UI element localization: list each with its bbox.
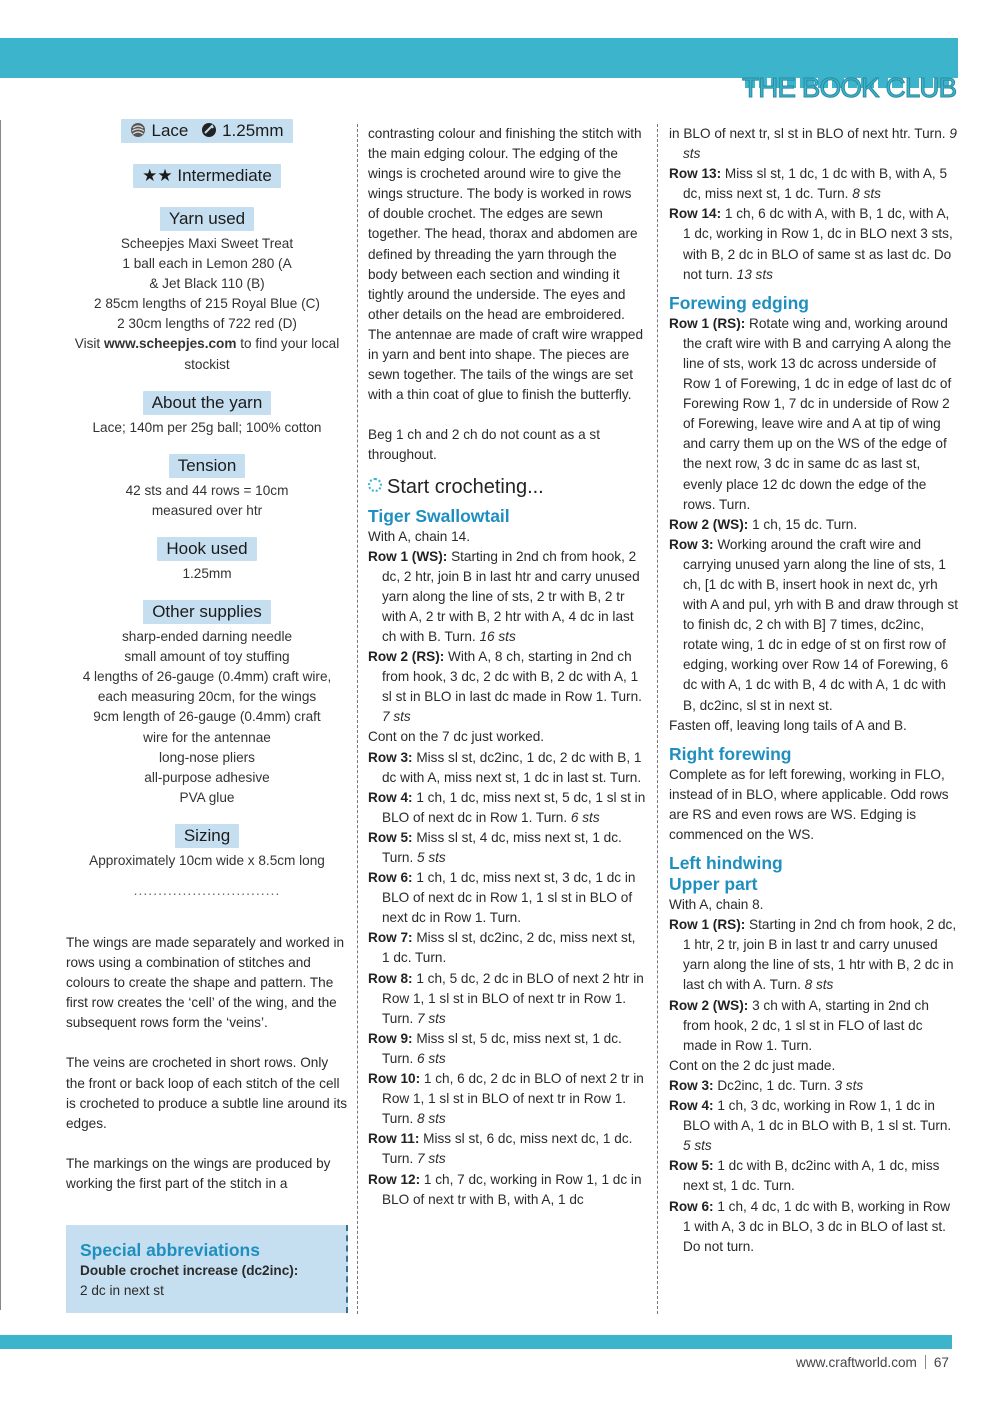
yarn-line: Scheepjes Maxi Sweet Treat xyxy=(120,236,294,251)
stitch-count: 7 sts xyxy=(382,709,411,725)
supply-item: PVA glue xyxy=(179,789,235,805)
rows-list xyxy=(669,314,959,736)
stitch-count: 8 sts xyxy=(804,977,834,993)
row-label: Row 14: xyxy=(669,206,722,222)
about-text: Lace; 140m per 25g ball; 100% cotton xyxy=(92,419,322,435)
instruction-row: Row 2 (RS): With A, 8 ch, starting in 2nd ch from hook, 3 dc, 2 dc with B, 2 dc with A, 1 sl st in BLO in last dc made in Row 1. Turn. 7 sts xyxy=(368,649,642,725)
stitch-count: 3 sts xyxy=(834,1077,864,1093)
stitch-count: 7 sts xyxy=(417,1010,446,1026)
level-pill: ★★ Intermediate xyxy=(133,164,281,188)
instruction-row: Row 2 (WS): 1 ch, 15 dc. Turn. xyxy=(669,516,858,532)
stitch-count: 8 sts xyxy=(417,1111,446,1127)
row-label: Row 1 (RS): xyxy=(669,315,746,331)
instruction-row: Row 5: Miss sl st, 4 dc, miss next st, 1 dc. Turn. 5 sts xyxy=(368,829,622,865)
section-heading: Yarn used xyxy=(160,207,254,231)
row-label: Row 7: xyxy=(368,930,413,946)
chain-instruction: With A, chain 14. xyxy=(368,528,471,544)
instruction-row: Row 13: Miss sl st, 1 dc, 1 dc with B, with A, 5 dc, miss next st, 1 dc. Turn. 8 sts xyxy=(669,166,948,202)
tension-section xyxy=(66,454,348,521)
row-label: Row 2 (WS): xyxy=(669,997,749,1013)
row-label: Row 5: xyxy=(669,1158,714,1174)
instruction-row: in BLO of next tr, sl st in BLO of next htr. Turn. 9 sts xyxy=(669,126,957,162)
hook-text: 1.25mm xyxy=(182,565,232,581)
hindwing-heading: Left hindwing xyxy=(669,853,783,874)
instruction-row: Row 3: Dc2inc, 1 dc. Turn. 3 sts xyxy=(669,1077,864,1093)
instruction-row: Row 7: Miss sl st, dc2inc, 2 dc, miss next st, 1 dc. Turn. xyxy=(368,930,636,966)
chain-instruction: With A, chain 8. xyxy=(669,897,764,913)
row-label: Row 12: xyxy=(368,1171,421,1187)
stitch-count: 6 sts xyxy=(570,809,600,825)
row-label: Row 1 (WS): xyxy=(368,548,448,564)
stitch-count: 9 sts xyxy=(683,126,957,162)
instruction-row: Row 6: 1 ch, 4 dc, 1 dc with B, working in Row 1 with A, 3 dc in BLO, 3 dc in BLO of last st. Do not turn. xyxy=(669,1198,951,1254)
stitch-count: 5 sts xyxy=(683,1138,712,1154)
yarn-line: 1 ball each in Lemon 280 (A xyxy=(122,256,292,272)
pattern-column-right xyxy=(669,124,959,1257)
instruction-row: Row 3: Working around the craft wire and carrying unused yarn along the line of sts, 1 ch, [1 dc with B, insert hook in next dc, yrh with A and pul, yrh with B and draw through st to finish dc, 2 ch with B] 7 times, dc2inc, rotate wing, 1 dc in edge of st on first row of edging, working over Row 14 of Forewing, 6 dc with A, 1 dc with B, 4 dc with A, 1 dc with B, dc2inc, sl st in next st. xyxy=(669,536,959,713)
section-brand: THE BOOK CLUB xyxy=(742,72,957,103)
yarn-ball-icon xyxy=(130,122,146,138)
footer xyxy=(796,1355,949,1370)
supply-item: 4 lengths of 26-gauge (0.4mm) craft wire, each measuring 20cm, for the wings xyxy=(82,669,332,705)
instruction-row: Row 1 (WS): Starting in 2nd ch from hook, 2 dc, 2 htr, join B in last htr and carry unused yarn along the line of sts, 2 tr with B, 2 tr with A, 2 tr with B, 2 htr with A, 4 dc in last ch with B. Turn. 16 sts xyxy=(368,548,640,644)
intro-continued: contrasting colour and finishing the stitch with the main edging colour. The edging of the wings is crocheted around wire to give the wings structure. The body is worked in rows of double crochet. The edges are sewn together. The head, thorax and abdomen are defined by threading the yarn through the body between each section and winding it tightly around the underside. The eyes and other details on the head are embroidered. The antennae are made of craft wire wrapped in yarn and bent into shape. The pieces are sewn together. The tails of the wings are set with a thin coat of glue to finish the butterfly. xyxy=(368,126,644,403)
stitch-count: 5 sts xyxy=(417,850,446,865)
instruction-row: Row 4: 1 ch, 1 dc, miss next st, 5 dc, 1 sl st in BLO of next dc in Row 1. Turn. 6 sts xyxy=(368,789,646,825)
row-label: Row 3: xyxy=(368,749,413,765)
instruction-row: Row 2 (WS): 3 ch with A, starting in 2nd ch from hook, 2 dc, 1 sl st in FLO of last dc made in Row 1. Turn. xyxy=(669,997,929,1053)
row-label: Row 1 (RS): xyxy=(669,917,746,933)
dotted-circle-icon xyxy=(368,478,382,492)
row-label: Row 3: xyxy=(669,1077,714,1093)
stitch-note: Beg 1 ch and 2 ch do not count as a st throughout. xyxy=(368,427,601,463)
section-heading: Hook used xyxy=(157,537,256,561)
row-label: Row 8: xyxy=(368,970,413,986)
row-label: Row 3: xyxy=(669,536,714,552)
info-column xyxy=(66,119,348,1194)
hook-icon xyxy=(201,122,217,138)
row-label: Row 2 (WS): xyxy=(669,516,749,532)
instruction-row: Row 8: 1 ch, 5 dc, 2 dc in BLO of next 2 htr in Row 1, 1 sl st in BLO of next tr in Row 1. Turn. 7 sts xyxy=(368,970,644,1026)
stitch-count: 8 sts xyxy=(852,186,881,202)
dotted-divider: .............................. xyxy=(133,881,281,898)
instruction-row: Cont on the 2 dc just made. xyxy=(669,1057,836,1073)
rows-list xyxy=(669,124,959,285)
supply-item: all-purpose adhesive xyxy=(144,769,270,785)
sub-heading: Tiger Swallowtail xyxy=(368,505,510,526)
row-label: Row 13: xyxy=(669,166,722,182)
instruction-row: Fasten off, leaving long tails of A and B. xyxy=(669,717,907,733)
pattern-column xyxy=(368,124,646,1210)
instruction-row: Row 1 (RS): Starting in 2nd ch from hook, 2 dc, 1 htr, 2 tr, join B in last tr and carry unused yarn along the line of sts, 1 htr with B, 2 dc in last ch with A. Turn. 8 sts xyxy=(669,917,957,993)
instruction-row: Row 3: Miss sl st, dc2inc, 1 dc, 2 dc with B, 1 dc with A, miss next st, 1 dc in last st. Turn. xyxy=(368,749,642,785)
intro-paragraph: The wings are made separately and worked in rows using a combination of stitches and colours to create the shape and pattern. The first row creates the ‘cell’ of the wing, and the subsequent rows form the ‘veins’. xyxy=(66,934,345,1031)
sizing-section xyxy=(66,824,348,871)
row-label: Row 2 (RS): xyxy=(368,649,445,665)
level-block xyxy=(66,164,348,191)
row-label: Row 4: xyxy=(669,1098,714,1114)
tension-text: 42 sts and 44 rows = 10cm measured over htr xyxy=(125,482,289,518)
instruction-row: Row 4: 1 ch, 3 dc, working in Row 1, 1 dc in BLO with A, 1 dc in BLO with B, 1 sl st. Turn. 5 sts xyxy=(669,1098,952,1154)
level-stars: ★★ xyxy=(142,166,173,185)
yarn-line: & Jet Black 110 (B) xyxy=(149,276,265,292)
row-label: Row 10: xyxy=(368,1071,421,1087)
row-label: Row 11: xyxy=(368,1131,420,1147)
footer-bar xyxy=(0,1335,952,1349)
yarn-used-section xyxy=(66,207,348,375)
footer-url[interactable]: www.craftworld.com xyxy=(796,1355,917,1370)
instruction-row: Row 10: 1 ch, 6 dc, 2 dc in BLO of next 2 tr in Row 1, 1 sl st in BLO of next tr in Row 1. Turn. 8 sts xyxy=(368,1071,644,1127)
supply-item: 9cm length of 26-gauge (0.4mm) craft wire for the antennae xyxy=(93,709,321,745)
instruction-row: Row 11: Miss sl st, 6 dc, miss next dc, 1 dc. Turn. 7 sts xyxy=(368,1131,633,1167)
instruction-row: Cont on the 7 dc just worked. xyxy=(368,729,545,745)
forewing-heading: Forewing edging xyxy=(669,292,809,313)
instruction-row: Row 6: 1 ch, 1 dc, miss next st, 3 dc, 1 dc in BLO of next dc in Row 1, 1 sl st in BLO of next dc in Row 1. Turn. xyxy=(368,870,636,926)
hook-section xyxy=(66,537,348,584)
yarn-line: 2 85cm lengths of 215 Royal Blue (C) xyxy=(94,296,320,312)
instruction-row: Row 14: 1 ch, 6 dc with A, with B, 1 dc, with A, 1 dc, working in Row 1, dc in BLO next 3 sts, with B, 2 dc in BLO of same st as last dc. Do not turn. 13 sts xyxy=(669,206,953,282)
stockist-note: Visit www.scheepjes.com to find your local stockist xyxy=(74,336,340,372)
about-yarn-section xyxy=(66,391,348,438)
section-heading: Tension xyxy=(169,454,246,478)
page-edge-rule xyxy=(0,120,1,1310)
supply-item: sharp-ended darning needle xyxy=(121,629,293,645)
supply-item: long-nose pliers xyxy=(159,749,255,765)
instruction-row: Row 1 (RS): Rotate wing and, working around the craft wire with B and carrying A along the line of sts, work 13 dc across underside of Row 1 of Forewing, 1 dc in edge of last dc of Forewing Row 1, 7 dc in underside of Row 2 of Forewing, leave wire and A at tip of wing and carry them up on the WS of the edge of the next row, 3 dc in same dc as last st, evenly place 12 dc down the edge of the rows. Turn. xyxy=(669,315,952,512)
abbreviation-definition: 2 dc in next st xyxy=(80,1283,164,1298)
abbreviations-box xyxy=(66,1225,348,1313)
stitch-count: 16 sts xyxy=(479,628,516,644)
rows-list xyxy=(368,547,646,1210)
row-label: Row 4: xyxy=(368,789,413,805)
row-label: Row 6: xyxy=(368,870,413,886)
instruction-row: Row 12: 1 ch, 7 dc, working in Row 1, 1 dc in BLO of next tr with B, with A, 1 dc xyxy=(368,1171,642,1207)
section-heading: Sizing xyxy=(175,824,239,848)
upper-part-heading: Upper part xyxy=(669,874,758,895)
start-heading: Start crocheting... xyxy=(368,474,646,500)
page-number: 67 xyxy=(933,1355,949,1370)
row-label: Row 9: xyxy=(368,1030,413,1046)
supplies-section xyxy=(66,600,348,808)
instruction-row: Row 5: 1 dc with B, dc2inc with A, 1 dc, miss next st, 1 dc. Turn. xyxy=(669,1158,940,1194)
row-label: Row 5: xyxy=(368,829,413,845)
column-rule xyxy=(657,124,658,1314)
instruction-row: Row 9: Miss sl st, 5 dc, miss next st, 1 dc. Turn. 6 sts xyxy=(368,1030,622,1066)
right-forewing-heading: Right forewing xyxy=(669,743,792,764)
rows-list xyxy=(669,915,959,1257)
intro-paragraph: The veins are crocheted in short rows. Only the front or back loop of each stitch of the cell is crocheted to produce a subtle line around its edges. xyxy=(66,1055,348,1131)
supply-item: small amount of toy stuffing xyxy=(124,649,290,665)
scheepjes-link[interactable]: www.scheepjes.com xyxy=(103,336,237,352)
stitch-count: 13 sts xyxy=(736,266,773,282)
yarn-line: 2 30cm lengths of 722 red (D) xyxy=(117,316,297,332)
weight-hook-block xyxy=(66,119,348,146)
right-forewing-text: Complete as for left forewing, working in FLO, instead of in BLO, where applicable. Odd rows are RS and even rows are WS. Edging is commenced on the WS. xyxy=(669,766,949,842)
weight-hook-pill: Lace 1.25mm xyxy=(121,119,292,143)
row-label: Row 6: xyxy=(669,1198,714,1214)
section-heading: Other supplies xyxy=(143,600,271,624)
stitch-count: 7 sts xyxy=(417,1151,446,1167)
abbreviations-title: Special abbreviations xyxy=(80,1240,260,1260)
column-rule xyxy=(357,124,358,1314)
intro-paragraph: The markings on the wings are produced by working the first part of the stitch in a xyxy=(66,1155,331,1191)
section-heading: About the yarn xyxy=(143,391,272,415)
stitch-count: 6 sts xyxy=(417,1050,446,1066)
abbreviation-term: Double crochet increase (dc2inc): xyxy=(80,1263,299,1278)
sizing-text: Approximately 10cm wide x 8.5cm long xyxy=(89,852,325,868)
